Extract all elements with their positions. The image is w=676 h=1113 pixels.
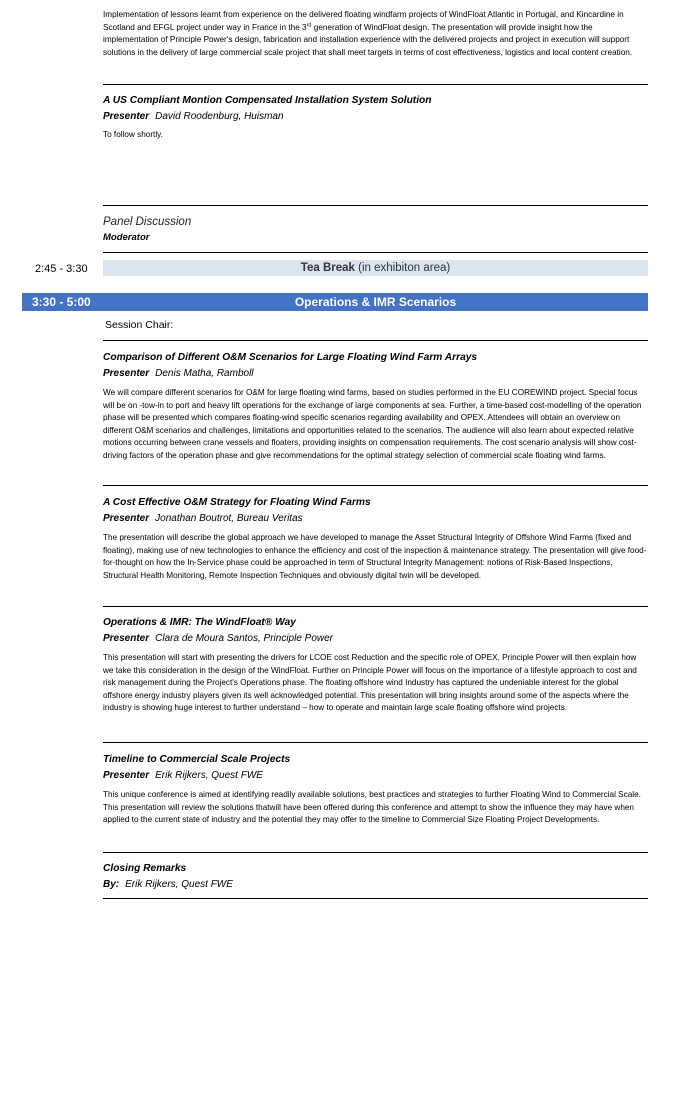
session-title: Operations & IMR Scenarios	[294, 295, 457, 309]
talk-quest-fwe	[103, 753, 648, 827]
divider	[103, 84, 648, 85]
talk-description: This presentation will start with presenting the drivers for LCOE cost Reduction and the specific role of OPEX. Principle Power will then explain how we take this consideration in the design of the WindFloat. Further on Principle Power will focus on the importance of a lifestyle approach to cost and risk management during the Project's Operations phase. The floating offshore wind Industry has captured the undeniable interest for the global offshore energy industry players given its well acknowledged potential. This presentation will bring insights around some of the aspects where the industry is showing huge interest to further understand – how to operate and maintain large scale floating offshore wind projects.	[103, 653, 637, 713]
intro-paragraph: Implementation of lessons learnt from experience on the delivered floating windfarm projects of WindFloat Atlantic in Portugal, and Kincardine in Scotland and EFGL project under way in France in the 3rd generation of WindFloat design. The presentation will provide insight how the implementation of Principle Power's design, fabrication and installation experience with the delivered projects and project in execution will support solutions in the delivery of large commercial scale project that shall meet targets in terms of cost effectiveness, logistics and local content creation.	[103, 10, 633, 57]
divider	[103, 898, 648, 899]
talk-presenter: Presenter Denis Matha, Ramboll	[103, 368, 254, 379]
intro-block	[103, 9, 648, 59]
divider	[103, 742, 648, 743]
talk-title: A Cost Effective O&M Strategy for Floating Wind Farms	[103, 497, 371, 508]
divider	[103, 340, 648, 341]
talk-huisman	[103, 94, 648, 142]
session-header	[22, 293, 648, 311]
closing-remarks	[103, 862, 648, 891]
talk-title: Comparison of Different O&M Scenarios for Large Floating Wind Farm Arrays	[103, 352, 478, 363]
talk-description: To follow shortly.	[103, 130, 163, 139]
talk-description: The presentation will describe the global approach we have developed to manage the Asset Structural Integrity of Offshore Wind Farms (fixed and floating), making use of new technologies to enhance the efficiency and cost of the inspection & maintenance strategy. The presentation will give food-for-thought on how the In-Service phase could be approached in term of Structural Integrity Management: notions of Risk-Based Inspections, Structural Health Monitoring, Remote Inspection Techniques and obviously digital twin will be developed.	[103, 533, 647, 580]
session-time: 3:30 - 5:00	[32, 295, 91, 309]
divider	[103, 852, 648, 853]
panel-discussion	[103, 215, 648, 244]
talk-presenter: Presenter Jonathan Boutrot, Bureau Veritas	[103, 513, 303, 524]
talk-ramboll	[103, 351, 648, 463]
divider	[103, 606, 648, 607]
talk-description: This unique conference is aimed at identifying readily available solutions, best practices and strategies to further Floating Wind to Commercial Scale. This presentation will review the solutions thatwill have been offered during this conference and attempt to show the influence they may have when applied to the current state of industry and the potential they may offer to the timeline to Commercial Size Floating Project Developments.	[103, 790, 641, 825]
tea-break-label: Tea Break	[300, 262, 355, 274]
talk-presenter: Presenter Clara de Moura Santos, Principle Power	[103, 633, 334, 644]
tea-break-band	[103, 260, 648, 276]
talk-title: A US Compliant Montion Compensated Installation System Solution	[103, 95, 432, 106]
talk-principle-power	[103, 616, 648, 715]
tea-break-time: 2:45 - 3:30	[35, 263, 88, 275]
talk-description: We will compare different scenarios for O&M for large floating wind farms, based on studies performed in the EU COREWIND project. Special focus will be on -tow-in to port and heavy lift operations for the exchange of large components at sea. Further, a time-based cost-modelling of the operation phase will be presented which compares floating-wind specific scenarios regarding availability and OPEX. Attendees will obtain an overview on different O&M scenarios and challenges, limitations and opportunities related to the scenarios. The audience will also learn about expected relative motions occurring between crane vessels and floaters, providing insights on compensation requirements. The cost scenario analysis will show cost-driving factors of the operation phase and give recommendations for the optimal strategy selection of commercial scale floating wind farms.	[103, 388, 642, 460]
talk-title: Timeline to Commercial Scale Projects	[103, 754, 291, 765]
panel-title: Panel Discussion	[103, 216, 192, 228]
closing-title: Closing Remarks	[103, 863, 187, 874]
talk-presenter: Presenter David Roodenburg, Huisman	[103, 111, 284, 122]
talk-bureau-veritas	[103, 496, 648, 582]
tea-break-note: (in exhibiton area)	[358, 262, 451, 274]
divider	[103, 252, 648, 253]
closing-by: By: Erik Rijkers, Quest FWE	[103, 879, 233, 890]
session-chair-label: Session Chair:	[105, 319, 174, 331]
panel-moderator-label: Moderator	[103, 232, 150, 243]
divider	[103, 205, 648, 206]
talk-title: Operations & IMR: The WindFloat® Way	[103, 617, 296, 628]
divider	[103, 485, 648, 486]
talk-presenter: Presenter Erik Rijkers, Quest FWE	[103, 770, 263, 781]
